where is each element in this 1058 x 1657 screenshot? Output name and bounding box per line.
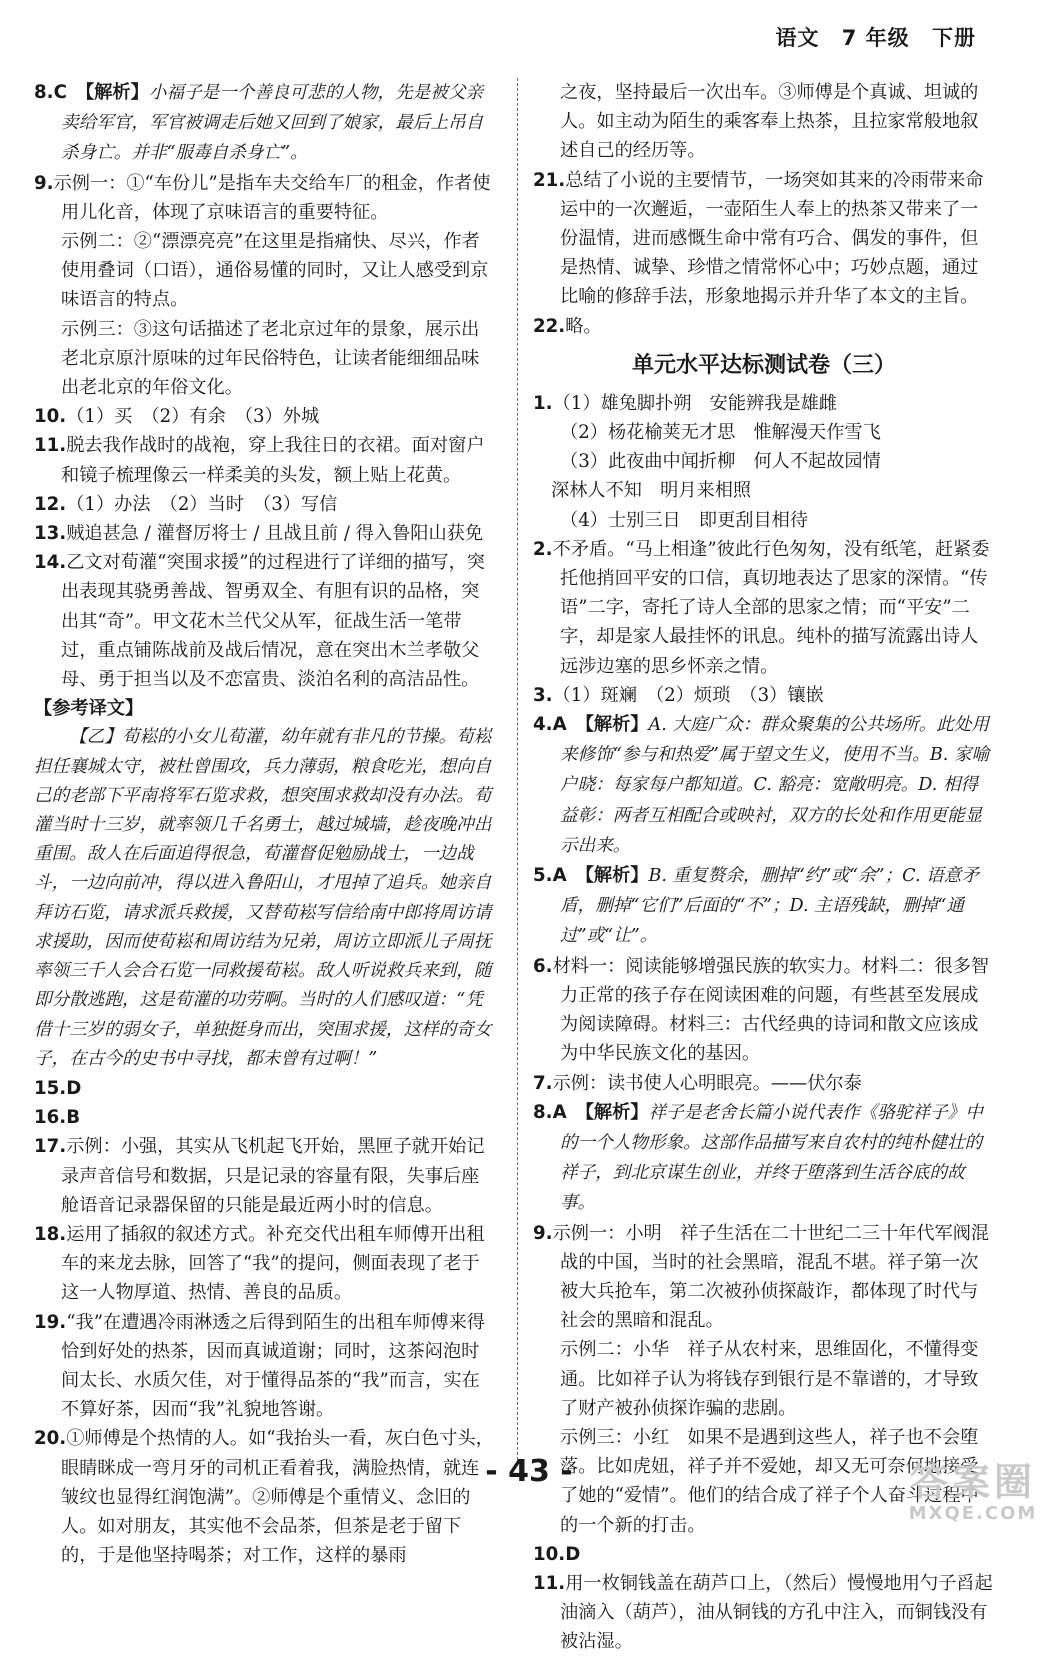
answer-text: A 【解析】 [552, 865, 649, 887]
answer-number: 12. [34, 493, 67, 515]
answer-example: 示例二：小华 祥子从农村来，思维固化，不懂得变通。比如祥子认为将钱存到银行是不靠谱的，才导致了财产被孙侦探诈骗的悲剧。 [560, 1339, 979, 1419]
answer-number: 11. [34, 435, 67, 457]
answer-text: 材料一：阅读能够增强民族的软实力。材料二：很多智力正常的孩子存在阅读困难的问题，有些甚至发展成为阅读障碍。材料三：古代经典的诗词和散文应该成为中华民族文化的基因。 [552, 955, 990, 1065]
answer-number: 10. [34, 406, 67, 428]
answer-number: 8. [34, 82, 54, 103]
answer-text: （1）斑斓 （2）烦琐 （3）镶嵌 [552, 684, 824, 706]
watermark-title: 答案圈 [909, 1460, 1036, 1504]
watermark-logo [898, 1460, 1048, 1530]
answer-text: （1）买 （2）有余 （3）外城 [66, 406, 320, 428]
answer-14 [34, 548, 496, 694]
answer-line: （4）士别三日 即更刮目相待 [560, 509, 809, 531]
answer-number: 15. [34, 1077, 67, 1099]
answer-number: 22. [533, 315, 566, 337]
answer-example: 示例三：③这句话描述了老北京过年的景象，展示出老北京原汁原味的过年民俗特色，让读者能细细品味出老北京的年俗文化。 [61, 318, 480, 399]
translation-title: 【参考译文】 [34, 698, 144, 720]
answer-number: 8. [533, 1101, 553, 1123]
answer-number: 9. [533, 1222, 553, 1244]
answer-number: 5. [533, 865, 553, 887]
test-answer-3 [533, 681, 995, 710]
answer-example: 示例三：小红 如果不是遇到这些人，祥子也不会堕落。比如虎妞，祥子并不爱她，却又无可奈何地接受了她的“爱情”。他们的结合成了祥子个人奋斗过程中的一个新的打击。 [560, 1426, 979, 1536]
answer-line: （1）雄兔脚扑朔 安能辨我是雄雌 [552, 392, 837, 414]
answer-line: （2）杨花榆荚无才思 惟解漫天作雪飞 [560, 422, 881, 444]
answer-text: D [565, 1543, 581, 1565]
answer-22 [533, 312, 995, 341]
answer-example: 示例二：②“漂漂亮亮”在这里是指痛快、尽兴，作者使用叠词（口语），通俗易懂的同时，又让人感受到京味语言的特点。 [61, 231, 489, 311]
answer-13 [34, 519, 496, 548]
answer-18 [34, 1220, 496, 1308]
answer-text: 示例：小强，其实从飞机起飞开始，黑匣子就开始记录声音信号和数据，只是记录的容量有限，失事后座舱语音记录器保留的只能是最近两小时的信息。 [61, 1136, 485, 1216]
answer-number: 18. [34, 1223, 67, 1245]
answer-text: 用一枚铜钱盖在葫芦口上，（然后）慢慢地用勺子舀起油滴入（葫芦），油从铜钱的方孔中注入，而铜钱没有被沾湿。 [560, 1572, 993, 1653]
answer-text: 总结了小说的主要情节，一场突如其来的冷雨带来命运中的一次邂逅，一壶陌生人奉上的热茶又带来了一份温情，进而感慨生命中常有巧合、偶发的事件，但是热情、诚挚、珍惜之情常怀心中；巧妙点题，通过比喻的修辞手法，形象地揭示并升华了本文的主旨。 [560, 169, 984, 308]
answer-number: 13. [34, 523, 67, 545]
column-divider [517, 78, 518, 1460]
answer-text: 示例：读书使人心明眼亮。——伏尔泰 [552, 1072, 862, 1094]
answer-number: 1. [533, 392, 553, 414]
answer-text: A 【解析】 [552, 714, 649, 736]
watermark-url: MXQE.COM [908, 1503, 1038, 1524]
answer-16 [34, 1103, 496, 1132]
answer-line: （3）此夜曲中闻折柳 何人不起故园情 [560, 451, 881, 473]
page-header [761, 22, 976, 52]
answer-number: 7. [533, 1072, 553, 1094]
answer-text: 脱去我作战时的战袍，穿上我往日的衣裙。面对窗户和镜子梳理像云一样柔美的头发，额上贴上花黄。 [61, 435, 485, 486]
header-grade: 7 年级 [841, 26, 910, 50]
answer-number: 3. [533, 684, 553, 706]
answer-text: B [66, 1107, 81, 1129]
answer-number: 21. [533, 169, 566, 191]
answer-number: 17. [34, 1136, 67, 1158]
answer-text: 贼追甚急 / 灌督厉将士 / 且战且前 / 得入鲁阳山获免 [66, 523, 484, 545]
answer-text: 运用了插叙的叙述方式。补充交代出租车师傅开出租车的来龙去脉，回答了“我”的提问，侧面表现了老于这一人物厚道、热情、善良的品质。 [61, 1223, 485, 1304]
answer-20-continued: 之夜，坚持最后一次出车。③师傅是个真诚、坦诚的人。如主动为陌生的乘客奉上热茶，且拉家常般地叙述自己的经历等。 [560, 82, 979, 162]
answer-number: 2. [533, 538, 553, 560]
answer-21 [533, 166, 995, 312]
test-answer-11 [533, 1569, 995, 1657]
answer-line: 深林人不知 明月来相照 [551, 480, 752, 502]
answer-analysis: B. 重复赘余，删掉“约”或“余”；C. 语意矛盾，删掉“它们”后面的“不”；D. 主语残缺，删掉“通过”或“让”。 [560, 866, 979, 947]
test-answer-2 [533, 535, 995, 681]
answer-12 [34, 490, 496, 519]
answer-20 [34, 1424, 496, 1570]
answer-number: 14. [34, 552, 67, 574]
answer-number: 16. [34, 1107, 67, 1129]
answer-text: “我”在遭遇冷雨淋透之后得到陌生的出租车师傅来得恰到好处的热茶，因而真诚道谢；同时，这茶闷泡时间太长、水质欠佳，对于懂得品茶的“我”而言，实在不算好茶，因而“我”礼貌地答谢。 [61, 1311, 485, 1421]
answer-10 [34, 402, 496, 431]
answer-11 [34, 431, 496, 489]
translation-text: 【乙】荀崧的小女儿荀灌，幼年就有非凡的节操。荀崧担任襄城太守，被杜曾围攻，兵力薄弱，粮食吃光，想向自己的老部下平南将军石览求救，想突围求救却没有办法。荀灌当时十三岁，就率领几千名勇士，越过城墙，趁夜晚冲出重围。敌人在后面追得很急，荀灌督促勉励战士，一边战斗，一边向前冲，得以进入鲁阳山，才甩掉了追兵。她亲自拜访石览，请求派兵救援，又替荀崧写信给南中郎将周访请求援助，因而使荀崧和周访结为兄弟，周访立即派儿子周抚率领三千人会合石览一同救援荀崧。敌人听说救兵来到，随即分散逃跑，这是荀灌的功劳啊。当时的人们感叹道：“凭借十三岁的弱女子，单独挺身而出，突围求援，这样的奇女子，在古今的史书中寻找，都未曾有过啊！” [34, 727, 492, 1069]
header-subject: 语文 [775, 26, 820, 50]
answer-text: A 【解析】 [552, 1101, 649, 1123]
answer-text: 略。 [565, 315, 602, 337]
test-answer-9 [533, 1219, 995, 1336]
answer-example: 示例一：①“车份儿”是指车夫交给车厂的租金，作者使用儿化音，体现了京味语言的重要特征。 [53, 172, 491, 223]
answer-number: 11. [533, 1572, 566, 1594]
answer-analysis: A. 大庭广众：群众聚集的公共场所。此处用来修饰“参与和热爱”属于望文生义，使用不当。B. 家喻户晓：每家每户都知道。C. 豁亮：宽敞明亮。D. 相得益彰：两者互相配合或映衬，双方的长处和作用更能显示出来。 [560, 715, 990, 856]
test-answer-8 [533, 1098, 995, 1219]
left-column [34, 78, 496, 1570]
answer-text: （1）办法 （2）当时 （3）写信 [66, 493, 338, 515]
header-volume: 下册 [932, 26, 976, 50]
test-answer-1 [533, 389, 995, 418]
answer-number: 6. [533, 955, 553, 977]
answer-number: 19. [34, 1311, 67, 1333]
answer-text: D [66, 1077, 82, 1099]
section-title: 单元水平达标测试卷（三） [631, 352, 896, 378]
answer-9 [34, 169, 496, 227]
answer-example: 示例一：小明 祥子生活在二十世纪二三十年代军阀混战的中国，当时的社会黑暗，混乱不堪。祥子第一次被大兵抢车，第二次被孙侦探敲诈，都体现了时代与社会的黑暗和混乱。 [552, 1222, 990, 1332]
test-answer-7 [533, 1069, 995, 1098]
test-answer-6 [533, 952, 995, 1069]
right-column [533, 78, 995, 1657]
answer-text: 乙文对荀灌“突围求援”的过程进行了详细的描写，突出表现其骁勇善战、智勇双全、有胆有识的品格，突出其“奇”。甲文花木兰代父从军，征战生活一笔带过，重点铺陈战前及战后情况，意在突出木兰孝敬父母、勇于担当以及不恋富贵、淡泊名利的高洁品性。 [61, 552, 485, 691]
answer-text: ①师傅是个热情的人。如“我抬头一看，灰白色寸头，眼睛眯成一弯月牙的司机正看着我，满脸热情，就连皱纹也显得红润饱满”。②师傅是个重情义、念旧的人。如对朋友，其实他不会品茶，但茶是老于留下的，于是他坚持喝茶；对工作，这样的暴雨 [61, 1428, 494, 1567]
answer-number: 20. [34, 1428, 67, 1450]
answer-analysis: 小福子是一个善良可悲的人物，先是被父亲卖给军官，军官被调走后她又回到了娘家，最后上吊自杀身亡。并非“服毒自杀身亡”。 [61, 83, 484, 164]
test-answer-10 [533, 1540, 995, 1569]
test-answer-5 [533, 861, 995, 952]
answer-8 [34, 78, 496, 169]
answer-text: C 【解析】 [53, 82, 149, 103]
answer-number: 4. [533, 714, 553, 736]
answer-19 [34, 1308, 496, 1425]
answer-17 [34, 1132, 496, 1220]
answer-analysis: 祥子是老舍长篇小说代表作《骆驼祥子》中的一个人物形象。这部作品描写来自农村的纯朴健壮的祥子，到北京谋生创业，并终于堕落到生活谷底的故事。 [560, 1102, 983, 1214]
answer-15 [34, 1074, 496, 1103]
page-number: - 43 - [485, 1454, 573, 1489]
test-answer-4 [533, 710, 995, 861]
answer-number: 10. [533, 1543, 566, 1565]
answer-number: 9. [34, 172, 54, 194]
answer-text: 不矛盾。“马上相逢”彼此行色匆匆，没有纸笔，赶紧委托他捎回平安的口信，真切地表达了思家的深情。“传语”二字，寄托了诗人全部的思家之情；而“平安”二字，却是家人最挂怀的讯息。纯朴的描写流露出诗人远涉边塞的思乡怀亲之情。 [552, 538, 990, 677]
